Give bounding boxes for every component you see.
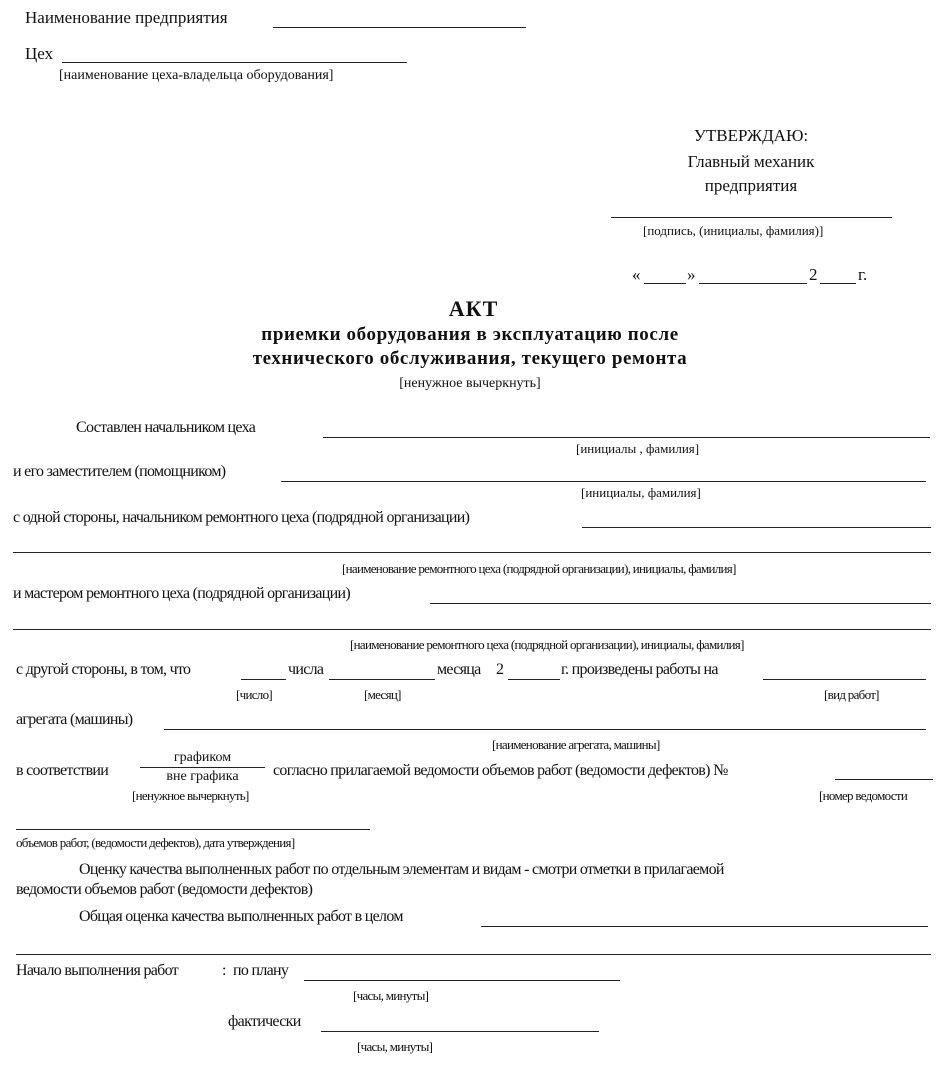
date-quote-close: »: [687, 265, 696, 284]
approval-year-suffix: г.: [858, 265, 868, 284]
document-title: АКТ: [448, 296, 499, 321]
actual-time-field[interactable]: [321, 1031, 599, 1032]
enterprise-label: Наименование предприятия: [25, 8, 228, 27]
title-line1: приемки оборудования в эксплуатацию после: [261, 324, 679, 345]
statement-date-field[interactable]: [16, 829, 370, 830]
shop-hint: [наименование цеха-владельца оборудования]: [59, 68, 334, 83]
work-type-hint: [вид работ]: [824, 687, 879, 702]
works-done-label: г. произведены работы на: [561, 661, 718, 678]
title-line2: технического обслуживания, текущего ремонта: [252, 348, 688, 369]
shop-label: Цех: [25, 44, 54, 63]
initials-hint-2: [инициалы, фамилия]: [581, 485, 701, 500]
schedule-option-bottom[interactable]: вне графика: [166, 769, 239, 784]
unit-field[interactable]: [164, 729, 926, 730]
other-side-label: с другой стороны, в том, что: [16, 661, 191, 678]
title-hint: [ненужное вычеркнуть]: [399, 376, 541, 391]
repair-head-field[interactable]: [582, 527, 931, 528]
plan-time-field[interactable]: [304, 980, 620, 981]
month-field[interactable]: [329, 679, 435, 680]
approval-day-field[interactable]: [644, 283, 686, 284]
quality-line-1: Оценку качества выполненных работ по отдельным элементам и видам - смотри отметки в прилагаемой: [79, 861, 724, 878]
strike-hint: [ненужное вычеркнуть]: [132, 788, 249, 803]
statement-no-hint: [номер ведомости: [819, 788, 908, 803]
overall-label: Общая оценка качества выполненных работ в целом: [79, 908, 403, 925]
overall-field-cont[interactable]: [16, 954, 931, 955]
deputy-field[interactable]: [281, 481, 926, 482]
signature-field[interactable]: [611, 217, 892, 218]
overall-field[interactable]: [481, 926, 928, 927]
month-hint: [месяц]: [364, 687, 401, 702]
repair-head-field-cont[interactable]: [13, 552, 931, 553]
signature-hint: [подпись, (инициалы, фамилия)]: [643, 223, 824, 238]
quality-line-2: ведомости объемов работ (ведомости дефектов): [16, 881, 313, 898]
schedule-fraction-line: [140, 767, 265, 768]
master-field[interactable]: [430, 603, 931, 604]
by-plan-label: по плану: [233, 962, 289, 979]
time-hint-1: [часы, минуты]: [353, 988, 429, 1003]
according-tail: согласно прилагаемой ведомости объемов работ (ведомости дефектов) №: [273, 762, 728, 779]
approval-year-prefix: 2: [809, 265, 818, 284]
repair-shop-hint-1: [наименование ремонтного цеха (подрядной организации), инициалы, фамилия]: [342, 561, 736, 576]
approval-year-field[interactable]: [820, 283, 856, 284]
work-type-field[interactable]: [763, 679, 926, 680]
unit-hint: [наименование агрегата, машины]: [492, 737, 660, 752]
schedule-option-top[interactable]: графиком: [173, 750, 232, 765]
deputy-label: и его заместителем (помощником): [13, 463, 226, 480]
time-hint-2: [часы, минуты]: [357, 1039, 433, 1054]
month-word: месяца: [437, 661, 481, 678]
approver-role-line2: предприятия: [704, 176, 798, 195]
according-label: в соответствии: [16, 762, 109, 779]
approve-label: УТВЕРЖДАЮ:: [693, 126, 809, 145]
repair-shop-hint-2: [наименование ремонтного цеха (подрядной организации), инициалы, фамилия]: [350, 637, 744, 652]
day-word: числа: [288, 661, 324, 678]
start-colon: :: [222, 962, 227, 979]
approver-role-line1: Главный механик: [687, 152, 815, 171]
start-label: Начало выполнения работ: [16, 962, 179, 979]
statement-number-field[interactable]: [835, 779, 933, 780]
one-side-label: с одной стороны, начальником ремонтного цеха (подрядной организации): [13, 509, 470, 526]
day-field[interactable]: [241, 679, 286, 680]
year-prefix: 2: [496, 661, 504, 678]
master-field-cont[interactable]: [13, 629, 931, 630]
enterprise-field[interactable]: [273, 27, 526, 28]
approval-month-field[interactable]: [699, 283, 807, 284]
shop-head-field[interactable]: [323, 437, 930, 438]
master-label: и мастером ремонтного цеха (подрядной организации): [13, 585, 350, 602]
shop-field[interactable]: [62, 62, 407, 63]
statement-hint-cont: объемов работ, (ведомости дефектов), дата утверждения]: [16, 835, 295, 850]
actual-label: фактически: [228, 1013, 301, 1030]
date-quote-open: «: [632, 265, 641, 284]
composed-by-label: Составлен начальником цеха: [76, 419, 256, 436]
day-hint: [число]: [236, 687, 273, 702]
initials-hint-1: [инициалы , фамилия]: [576, 441, 700, 456]
year-field[interactable]: [508, 679, 560, 680]
unit-label: агрегата (машины): [16, 711, 133, 728]
